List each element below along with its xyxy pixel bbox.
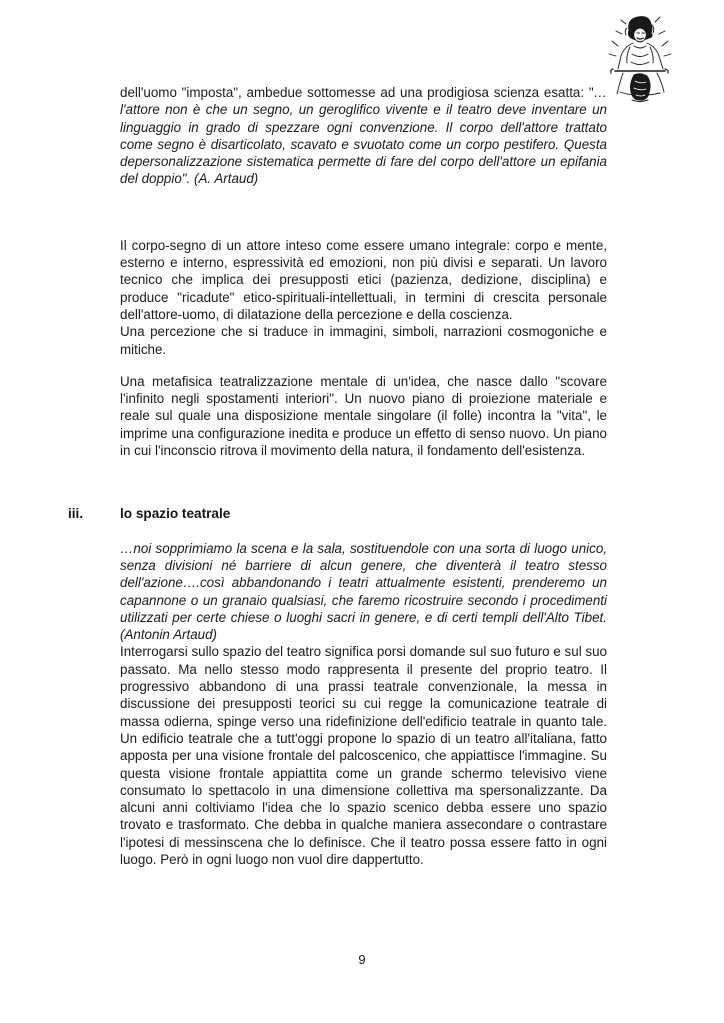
paragraph-artaud-body-quote	[120, 84, 607, 188]
paragraph-lead-text: dell'uomo "imposta", ambedue sottomesse ad una prodigiosa scienza esatta: "	[120, 85, 594, 100]
text-column	[68, 84, 607, 868]
paragraph-spazio-del-teatro: Interrogarsi sullo spazio del teatro significa porsi domande sul suo futuro e sul suo passato. Ma nello stesso modo rappresenta il presente del proprio teatro. Il progressivo abbandono di una prassi teatrale convenzionale, la messa in discussione dei presupposti teorici su cui regge la comunicazione teatrale di massa odierna, spinge verso una ridefinizione dell'edificio teatrale in quanto tale. Un edificio teatrale che a tutt'oggi propone lo spazio di un teatro all'italiana, fatto apposta per una visione frontale del palcoscenico, che appiattisce l'immagine. Su questa visione frontale appiattita come un grande schermo televisivo viene consumato lo spettacolo in una dimensione collettiva ma spersonalizzante. Da alcuni anni coltiviamo l'idea che lo spazio scenico debba essere uno spazio trovato e trasformato. Che debba in qualche maniera assecondare o contrastare l'ipotesi di messinscena che lo definisce. Che il teatro possa essere fatto in ogni luogo. Però in ogni luogo non vuol dire dappertutto.	[120, 644, 607, 867]
paragraph-metafisica: Una metafisica teatralizzazione mentale di un'idea, che nasce dallo "scovare l'infinito negli spostamenti interiori". Un nuovo piano di proiezione materiale e reale sul quale una disposizione mentale singolare (il folle) incontra la "vita", le imprime una configurazione inedita e produce un effetto di senso nuovo. Un piano in cui l'inconscio ritrova il movimento della natura, il fondamento dell'esistenza.	[120, 373, 607, 459]
section-heading	[68, 505, 607, 522]
paragraph-artaud-space-quote: …noi sopprimiamo la scena e la sala, sostituendole con una sorta di luogo unico, senza divisioni né barriere di alcun genere, che diventerà il teatro stesso dell'azione….così abbandonando i teatri attualmente esistenti, prenderemo un capannone o un granaio qualsiasi, che faremo ricostruire secondo i procedimenti utilizzati per certe chiese o luoghi sacri in genere, e di certi templi dell'Alto Tibet. (Antonin Artaud)	[120, 540, 607, 643]
paragraph-percezione: Una percezione che si traduce in immagini, simboli, narrazioni cosmogoniche e mitiche.	[120, 324, 607, 357]
seated-figure-sketch-icon	[596, 12, 680, 104]
paragraph-corpo-segno: Il corpo-segno di un attore inteso come essere umano integrale: corpo e mente, esterno e interno, espressività ed emozioni, non più divisi e separati. Un lavoro tecnico che implica dei presupposti etici (pazienza, dedizione, disciplina) e produce "ricadute" etico-spirituali-intellettuali, in termini di crescita personale dell'attore-uomo, di dilatazione della percezione e della coscienza.	[120, 237, 607, 322]
artaud-quote-italic: …l'attore non è che un segno, un geroglifico vivente e il teatro deve inventare un linguaggio in grado di spezzare ogni convenzione. Il corpo dell'attore trattato come segno è disarticolato, scavato e svuotato come un corpo pestifero. Questa depersonalizzazione sistematica permette di fare del corpo dell'attore un epifania del doppio". (A. Artaud)	[120, 85, 607, 187]
section-number: iii.	[68, 506, 84, 522]
section-title: lo spazio teatrale	[120, 506, 231, 522]
page-number: 9	[358, 952, 366, 967]
